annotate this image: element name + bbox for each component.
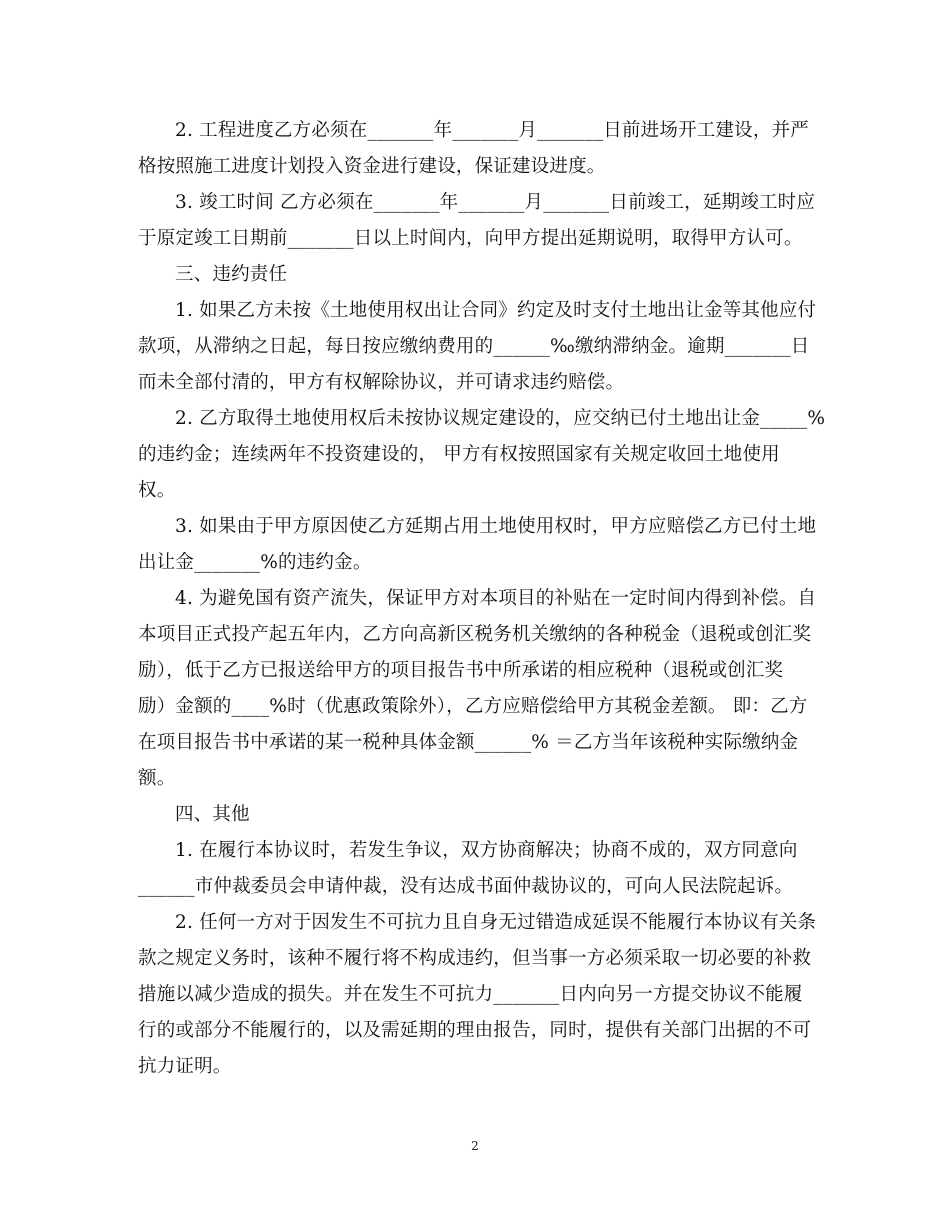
- text-line: 于原定竣工日期前_______日以上时间内，向甲方提出延期说明，取得甲方认可。: [138, 228, 803, 249]
- text-line: 行的或部分不能履行的，以及需延期的理由报告，同时，提供有关部门出据的不可: [138, 1020, 812, 1041]
- text-line: 3. 如果由于甲方原因使乙方延期占用土地使用权时，甲方应赔偿乙方已付土地: [175, 516, 817, 537]
- section-heading: 四、其他: [175, 804, 250, 825]
- text-line: 2. 乙方取得土地使用权后未按协议规定建设的，应交纳已付土地出让金_____%: [175, 408, 826, 429]
- text-line: 权。: [138, 480, 176, 501]
- text-line: 款之规定义务时，该种不履行将不构成违约，但当事一方必须采取一切必要的补救: [138, 948, 812, 969]
- text-line: 3. 竣工时间 乙方必须在_______年_______月_______日前竣工，延期竣工时应: [175, 192, 816, 213]
- text-line: 在项目报告书中承诺的某一税种具体金额______% ＝乙方当年该税种实际缴纳金: [138, 732, 799, 753]
- text-line: 额。: [138, 768, 176, 789]
- text-line: 本项目正式投产起五年内，乙方向高新区税务机关缴纳的各种税金（退税或创汇奖: [138, 624, 812, 645]
- text-line: 措施以减少造成的损失。并在发生不可抗力_______日内向另一方提交协议不能履: [138, 984, 803, 1005]
- section-heading: 三、违约责任: [175, 264, 288, 285]
- page-number: 2: [471, 1139, 479, 1153]
- text-line: 款项，从滞纳之日起，每日按应缴纳费用的______‰缴纳滞纳金。逾期_______日: [138, 336, 810, 357]
- text-line: 抗力证明。: [138, 1056, 232, 1077]
- text-line: 的违约金；连续两年不投资建设的， 甲方有权按照国家有关规定收回土地使用: [138, 444, 780, 465]
- text-line: 出让金_______%的违约金。: [138, 552, 372, 573]
- text-line: 4. 为避免国有资产流失，保证甲方对本项目的补贴在一定时间内得到补偿。自: [175, 588, 817, 609]
- text-line: ______市仲裁委员会申请仲裁，没有达成书面仲裁协议的，可向人民法院起诉。: [138, 876, 794, 897]
- text-line: 2. 工程进度乙方必须在_______年_______月_______日前进场开工建设，并严: [175, 120, 809, 141]
- text-line: 励）金额的____%时（优惠政策除外），乙方应赔偿给甲方其税金差额。 即：乙方: [138, 696, 808, 717]
- text-line: 励），低于乙方已报送给甲方的项目报告书中所承诺的相应税种（退税或创汇奖: [138, 660, 784, 681]
- text-line: 而未全部付清的，甲方有权解除协议，并可请求违约赔偿。: [138, 372, 625, 393]
- text-line: 1. 在履行本协议时，若发生争议，双方协商解决；协商不成的，双方同意向: [175, 840, 798, 861]
- text-line: 格按照施工进度计划投入资金进行建设，保证建设进度。: [138, 156, 606, 177]
- text-line: 1. 如果乙方未按《土地使用权出让合同》约定及时支付土地出让金等其他应付: [175, 300, 817, 321]
- text-line: 2. 任何一方对于因发生不可抗力且自身无过错造成延误不能履行本协议有关条: [175, 912, 817, 933]
